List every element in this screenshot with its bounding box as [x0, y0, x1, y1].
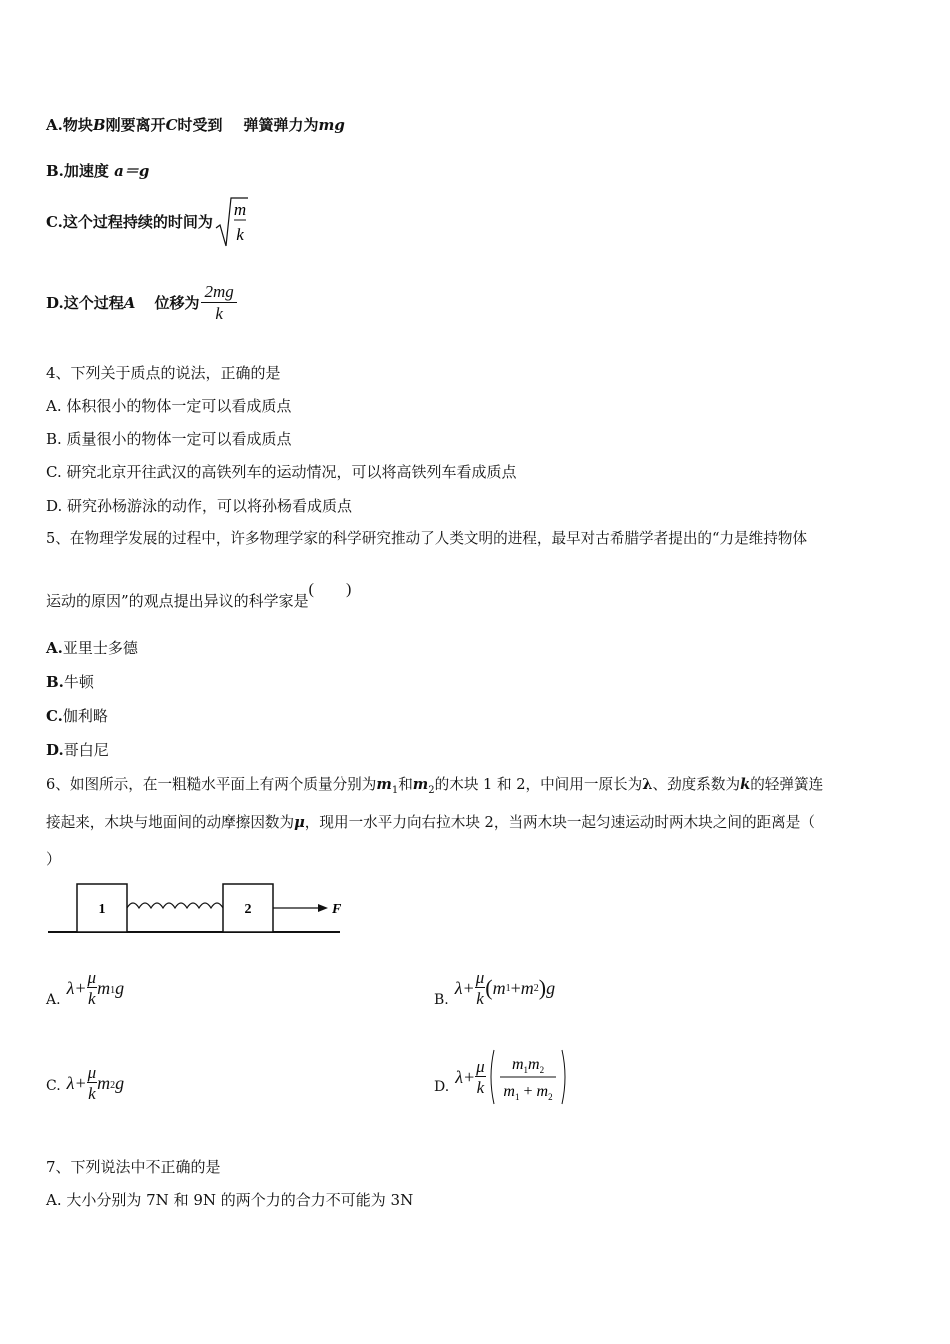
q7-stem: 7、下列说法中不正确的是: [46, 1158, 221, 1176]
sqrt-fraction: [215, 196, 249, 248]
q3-option-b: B.加速度 a＝g: [46, 162, 150, 180]
svg-text:m1 + m2: $m_1 + m_2$: [503, 1083, 553, 1102]
svg-text:k: k: [236, 225, 244, 244]
q5-option-b: B.牛顿: [46, 673, 94, 691]
q6-option-a: A. λ+ $\frac{\mu}{k}$ m $_1$ g: [46, 967, 125, 1008]
q4-option-b: B. 质量很小的物体一定可以看成质点: [46, 430, 292, 448]
svg-text:m: m: [233, 200, 247, 219]
reduced-mass-bracket: [488, 1046, 568, 1108]
force-label: F: [332, 902, 342, 917]
arrow-head: [318, 904, 328, 912]
q4-option-c: C. 研究北京开往武汉的高铁列车的运动情况，可以将高铁列车看成质点: [46, 463, 517, 481]
q3-option-c: C. 这个过程持续的时间为 m k: [46, 196, 249, 248]
q3-option-a: A.物块B刚要离开C时受到 弹簧弹力为mg: [46, 116, 345, 134]
q6-stem-line2: 接起来，木块与地面间的动摩擦因数为μ，现用一水平力向右拉木块 2，当两木块一起匀速运动时两木块之间的距离是（: [46, 814, 815, 831]
q5-stem-line2: 运动的原因”的观点提出异议的科学家是( ): [46, 581, 352, 610]
svg-text:m1m2: $m_1m_2$: [511, 1056, 544, 1075]
answer-paren: ( ): [308, 581, 352, 598]
q5-option-c: C.伽利略: [46, 707, 108, 725]
q5-stem-line1: 5、在物理学发展的过程中，许多物理学家的科学研究推动了人类文明的进程，最早对古希腊学者提出的“力是维持物体: [46, 530, 808, 547]
q5-option-a: A.亚里士多德: [46, 639, 138, 657]
q6-stem-line3: ）: [46, 850, 62, 868]
block-1-label: 1: [98, 902, 106, 917]
displacement-fraction: $\frac{2mg}{k}$: [201, 282, 236, 325]
q6-stem-line1: 6、如图所示，在一粗糙水平面上有两个质量分别为$m_1$和$m_2$的木块 1 和 2，中间用一原长为λ、劲度系数为k的轻弹簧连: [46, 776, 824, 796]
spring: [127, 903, 223, 908]
q5-option-d: D.哥白尼: [46, 741, 109, 759]
q6-option-b: B. λ+ $\frac{\mu}{k}$ ( m 1 + m 2 ) g: [434, 967, 556, 1008]
q4-stem: 4、下列关于质点的说法，正确的是: [46, 364, 281, 382]
q4-option-a: A. 体积很小的物体一定可以看成质点: [46, 397, 292, 415]
q7-option-a: A. 大小分别为 7N 和 9N 的两个力的合力不可能为 3N: [46, 1191, 414, 1209]
q6-option-c: C. λ+ $\frac{\mu}{k}$ m $_2$ g: [46, 1062, 125, 1103]
spring-blocks-figure: [46, 878, 346, 940]
q4-option-d: D. 研究孙杨游泳的动作，可以将孙杨看成质点: [46, 497, 353, 515]
q3-option-d: D. 这个过程 A 位移为 $\frac{2mg}{k}$: [46, 278, 237, 328]
q6-option-d: D. λ+ $\frac{\mu}{k}$ $m_1m_2$ $m_1 + m_2$: [434, 1046, 568, 1108]
block-2-label: 2: [244, 902, 252, 917]
